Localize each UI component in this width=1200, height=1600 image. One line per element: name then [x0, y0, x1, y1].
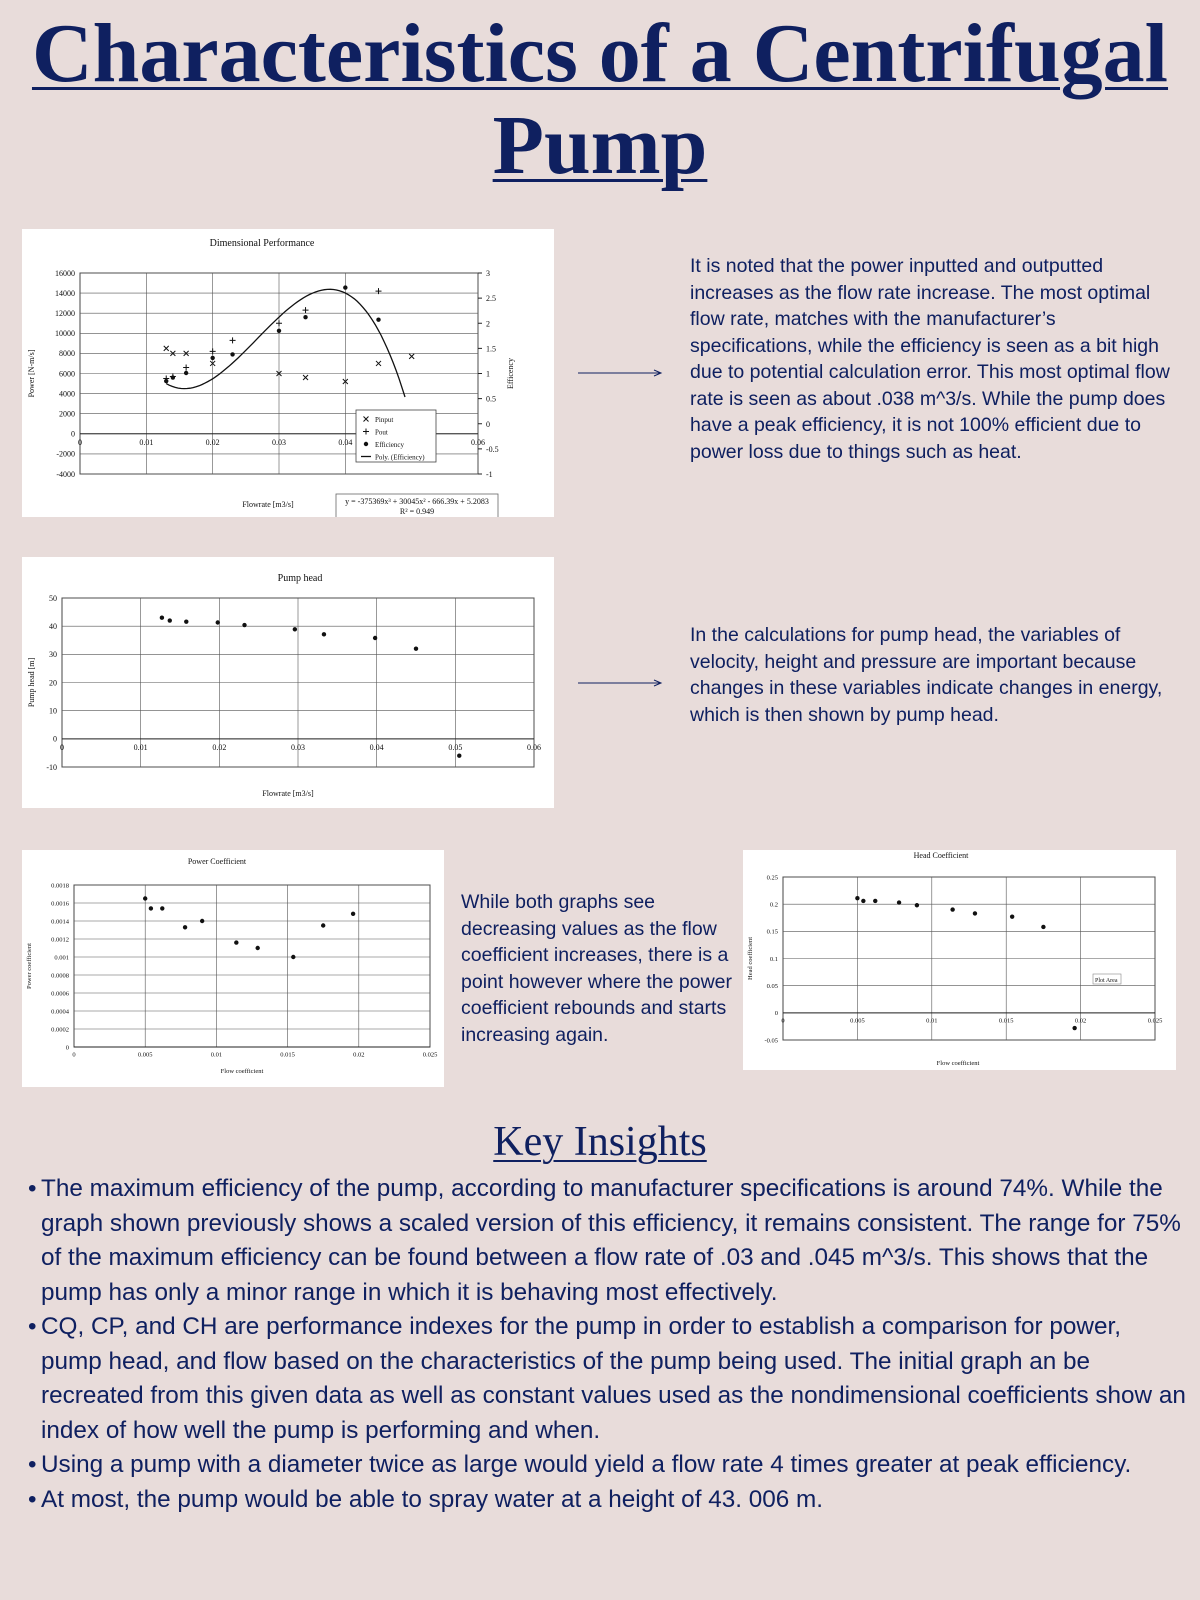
y-axis-label: Power coefficient	[26, 943, 33, 989]
arrow-right-icon	[578, 676, 664, 690]
data-point	[873, 899, 877, 903]
x-tick-label: 0.02	[353, 1051, 365, 1059]
data-point	[293, 627, 297, 631]
y2-tick-label: 0	[486, 419, 490, 429]
x-tick-label: 0.005	[850, 1017, 865, 1025]
x-tick-label: 0.015	[998, 1017, 1014, 1025]
chart-title: Dimensional Performance	[209, 238, 315, 249]
data-point	[183, 925, 187, 929]
y-tick-label: 20	[49, 678, 57, 688]
x-tick-label: 0.025	[1147, 1017, 1163, 1025]
data-point	[1072, 1026, 1076, 1030]
chart-title: Power Coefficient	[187, 857, 247, 866]
data-point-pout	[230, 337, 236, 343]
coefficients-note: While both graphs see decreasing values as the flow coefficient increases, there is a point however where the power coefficient rebounds and starts increasing again.	[461, 891, 732, 1046]
y2-tick-label: 0.5	[486, 394, 496, 404]
data-point	[376, 318, 380, 322]
insights-title-text: Key Insights	[493, 1119, 707, 1165]
x-tick-label: 0.005	[137, 1051, 153, 1059]
x-tick-label: 0.02	[205, 437, 220, 447]
x-tick-label: 0.01	[133, 742, 148, 752]
y2-tick-label: 1	[486, 369, 490, 379]
data-point-pout	[303, 307, 309, 313]
x-tick-label: 0	[781, 1017, 785, 1025]
data-point	[143, 896, 147, 900]
efficiency-trendline	[166, 289, 405, 397]
y-tick-label: 0.15	[766, 928, 778, 936]
data-point-pinput	[164, 346, 169, 351]
y-tick-label: 50	[49, 593, 57, 603]
y-tick-label: 0.0018	[51, 882, 69, 890]
x-tick-label: 0.04	[338, 437, 353, 447]
x-tick-label: 0.06	[527, 742, 541, 752]
data-point	[373, 636, 377, 640]
y-tick-label: 0.25	[766, 874, 778, 882]
data-point-pinput	[303, 375, 308, 380]
x-tick-label: 0.025	[422, 1051, 438, 1059]
data-point	[414, 647, 418, 651]
legend-label: Efficiency	[375, 441, 405, 449]
y-tick-label: -4000	[56, 469, 75, 479]
legend-label: Poly. (Efficiency)	[375, 453, 425, 462]
y-tick-label: -2000	[56, 449, 75, 459]
y-tick-label: 4000	[59, 389, 75, 399]
x-tick-label: 0.03	[272, 437, 286, 447]
y-axis-label: Power [N-m/s]	[27, 349, 36, 398]
y2-tick-label: 1.5	[486, 344, 496, 354]
data-point	[210, 356, 214, 360]
y-tick-label: 10	[49, 706, 57, 716]
data-point	[322, 632, 326, 636]
data-point	[160, 906, 164, 910]
x-axis-label: Flow coefficient	[936, 1060, 980, 1067]
arrow-right-icon	[578, 366, 664, 380]
y-tick-label: 0.0014	[51, 918, 69, 926]
insights-list	[28, 1172, 1188, 1517]
data-point	[1010, 914, 1014, 918]
y-axis-label: Pump head [m]	[27, 657, 36, 708]
y-tick-label: -0.05	[764, 1037, 778, 1045]
data-point	[457, 754, 461, 758]
data-point	[950, 907, 954, 911]
insight-text: At most, the pump would be able to spray water at a height of 43. 006 m.	[41, 1485, 823, 1513]
data-point-pinput	[376, 361, 381, 366]
y-tick-label: 0.0006	[51, 990, 69, 998]
x-tick-label: 0	[60, 742, 64, 752]
data-point	[861, 899, 865, 903]
data-point	[164, 379, 168, 383]
data-point	[184, 371, 188, 375]
data-point	[168, 618, 172, 622]
y-tick-label: 0.0002	[51, 1026, 69, 1034]
x-tick-label: 0.04	[369, 742, 384, 752]
data-point	[291, 955, 295, 959]
data-point-pinput	[409, 354, 414, 359]
power-coefficient-panel	[22, 850, 444, 1087]
insight-item	[28, 1448, 1188, 1483]
chart-title: Pump head	[277, 573, 323, 584]
y2-tick-label: 3	[486, 269, 490, 278]
poster-title-line1: Characteristics of a Centrifugal	[31, 7, 1169, 100]
legend-label: Pinput	[375, 416, 394, 424]
data-point	[351, 912, 355, 916]
x-tick-label: 0.01	[926, 1017, 938, 1025]
x-tick-label: 0.02	[1074, 1017, 1087, 1025]
y-tick-label: 0.0012	[51, 936, 69, 944]
y-tick-label: 12000	[55, 309, 75, 318]
data-point	[277, 329, 281, 333]
data-point	[160, 616, 164, 620]
bullet: •	[28, 1313, 37, 1340]
legend-label: Pout	[375, 428, 388, 437]
y-tick-label: 0.2	[769, 901, 778, 909]
insight-item	[28, 1172, 1188, 1310]
data-point	[171, 375, 175, 379]
x-axis-label: Flow coefficient	[220, 1068, 264, 1075]
x-tick-label: 0.05	[448, 742, 463, 752]
y-tick-label: 30	[49, 650, 57, 660]
insights-title	[0, 1118, 1200, 1166]
data-point	[234, 940, 238, 944]
y2-axis-label: Efficency	[506, 358, 515, 389]
insight-text: The maximum efficiency of the pump, according to manufacturer specifications is around 74%. While the graph shown previously shows a scaled version of this efficiency, it remains consistent. The range for 75% of the maximum efficiency can be found between a flow rate of .03 and .045 m^3/s. This shows that the pump has only a minor range in which it is behaving most effectively.	[41, 1175, 1181, 1306]
y-tick-label: 2000	[59, 409, 75, 419]
y-tick-label: 16000	[55, 268, 75, 278]
y-tick-label: 0	[65, 1044, 69, 1052]
pump-head-panel	[22, 557, 554, 808]
data-point	[230, 352, 234, 356]
data-point-pout	[183, 364, 189, 370]
y-tick-label: 10000	[55, 329, 75, 339]
y-tick-label: 0	[53, 734, 57, 744]
y-tick-label: 0.05	[766, 982, 778, 990]
data-point	[343, 285, 347, 289]
data-point	[897, 900, 901, 904]
insight-item	[28, 1483, 1188, 1518]
y-tick-label: 0.0004	[51, 1008, 69, 1016]
plot-frame	[74, 885, 430, 1047]
data-point	[200, 919, 204, 923]
trendline-equation: y = -375369x³ + 30045x² - 666.39x + 5.2083	[345, 497, 489, 506]
data-point	[149, 906, 153, 910]
x-tick-label: 0.015	[280, 1051, 295, 1059]
data-point	[321, 923, 325, 927]
bullet: •	[28, 1485, 37, 1513]
insight-text: CQ, CP, and CH are performance indexes for the pump in order to establish a comparison for power, pump head, and flow based on the characteristics of the pump being used. The initial graph an be recreated from this given data as well as constant values used as the nondimensional coefficients show an index of how well the pump is performing and when.	[41, 1313, 1186, 1444]
data-point	[915, 903, 919, 907]
insight-item	[28, 1310, 1188, 1448]
data-point	[1041, 925, 1045, 929]
y-tick-label: 6000	[59, 369, 75, 379]
bullet: •	[28, 1175, 37, 1202]
data-point	[973, 911, 977, 915]
x-axis-label: Flowrate [m3/s]	[242, 500, 294, 509]
data-point	[255, 946, 259, 950]
head-coefficient-panel	[743, 850, 1176, 1070]
y-tick-label: 0	[71, 429, 75, 439]
data-point	[242, 623, 246, 627]
dimensional-performance-panel	[22, 229, 554, 517]
y2-tick-label: -0.5	[486, 444, 499, 454]
x-axis-label: Flowrate [m3/s]	[262, 789, 314, 798]
head-coefficient-chart	[743, 850, 1176, 1070]
x-tick-label: 0.01	[139, 437, 154, 447]
y-tick-label: 8000	[59, 349, 75, 359]
poster-title	[0, 8, 1200, 192]
x-tick-label: 0.06	[471, 437, 485, 447]
dimensional-performance-chart	[22, 229, 554, 517]
y-tick-label: 0	[774, 1010, 778, 1018]
data-point	[303, 315, 307, 319]
y-tick-label: -10	[46, 762, 57, 772]
data-point	[364, 442, 368, 446]
power-coefficient-chart	[22, 850, 444, 1087]
y-tick-label: 0.1	[769, 955, 778, 963]
y-tick-label: 0.001	[54, 954, 69, 962]
y-axis-label: Head coefficient	[747, 936, 754, 981]
data-point	[216, 620, 220, 624]
y-tick-label: 14000	[55, 288, 75, 298]
y2-tick-label: 2.5	[486, 294, 496, 304]
y-tick-label: 0.0008	[51, 972, 69, 980]
poster-title-line2: Pump	[492, 99, 708, 192]
plot-area-label: Plot Area	[1095, 978, 1118, 984]
data-point	[855, 896, 859, 900]
chart-title: Head Coefficient	[913, 851, 969, 860]
x-tick-label: 0.03	[291, 742, 305, 752]
data-point-pout	[276, 320, 282, 326]
data-point	[184, 619, 188, 623]
y2-tick-label: 2	[486, 319, 490, 329]
bullet: •	[28, 1451, 37, 1478]
y-tick-label: 0.0016	[51, 900, 69, 908]
x-tick-label: 0.02	[212, 742, 227, 752]
x-tick-label: 0	[72, 1051, 76, 1059]
dimensional-note: It is noted that the power inputted and outputted increases as the flow rate increase. The most optimal flow rate, matches with the manufacturer’s specifications, while the efficiency is seen as a bit high due to potential calculation error. This most optimal flow rate is seen as about .038 m^3/s. While the pump does have a peak efficiency, it is not 100% efficient due to power loss due to things such as heat.	[690, 255, 1170, 463]
pump-head-chart	[22, 557, 554, 808]
x-tick-label: 0.01	[210, 1051, 223, 1059]
y-tick-label: 40	[49, 621, 57, 631]
head-note: In the calculations for pump head, the variables of velocity, height and pressure are important because changes in these variables indicate changes in energy, which is then shown by pump head.	[690, 624, 1163, 726]
trendline-r2: R² = 0.949	[399, 507, 435, 516]
x-tick-label: 0	[78, 437, 82, 447]
y2-tick-label: -1	[486, 470, 493, 479]
insight-text: Using a pump with a diameter twice as large would yield a flow rate 4 times greater at peak efficiency.	[41, 1451, 1132, 1478]
